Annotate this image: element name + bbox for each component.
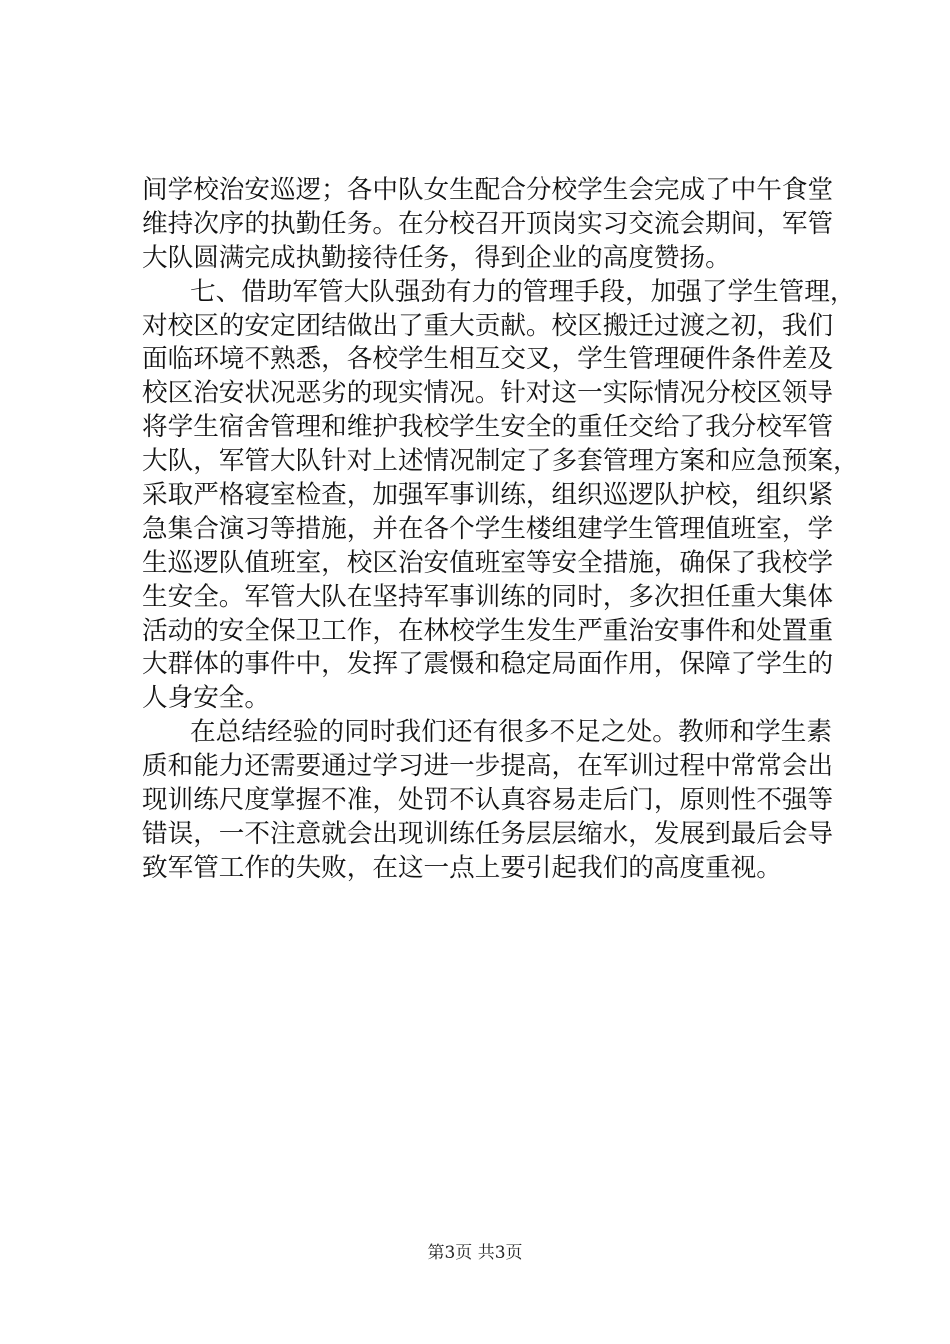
text-line: 质和能力还需要通过学习进一步提高，在军训过程中常常会出 [142,751,834,782]
text-line: 面临环境不熟悉，各校学生相互交叉，学生管理硬件条件差及 [142,344,834,375]
text-line: 间学校治安巡逻；各中队女生配合分校学生会完成了中午食堂 [142,175,834,205]
text-line: 急集合演习等措施，并在各个学生楼组建学生管理值班室，学 [142,513,834,544]
text-line: 人身安全。 [142,683,270,714]
text-line: 在总结经验的同时我们还有很多不足之处。教师和学生素 [190,717,832,748]
text-line: 对校区的安定团结做出了重大贡献。校区搬迁过渡之初，我们 [142,310,834,341]
page-number-footer: 第3页 共3页 [427,1243,523,1263]
text-line: 现训练尺度掌握不准，处罚不认真容易走后门，原则性不强等 [142,785,834,816]
text-line: 维持次序的执勤任务。在分校召开顶岗实习交流会期间，军管 [142,208,834,239]
text-line: 校区治安状况恶劣的现实情况。针对这一实际情况分校区领导 [142,378,834,409]
text-line: 大队，军管大队针对上述情况制定了多套管理方案和应急预案， [142,446,859,477]
text-line: 将学生宿舍管理和维护我校学生安全的重任交给了我分校军管 [142,412,834,443]
document-body [142,174,859,886]
paragraph-shortcomings [142,716,832,885]
text-line: 生巡逻队值班室，校区治安值班室等安全措施，确保了我校学 [142,547,834,578]
text-line: 大群体的事件中，发挥了震慑和稳定局面作用，保障了学生的 [142,649,834,680]
text-line: 错误，一不注意就会出现训练任务层层缩水，发展到最后会导 [142,818,834,849]
text-line: 采取严格寝室检查，加强军事训练，组织巡逻队护校，组织紧 [142,480,834,511]
paragraph-section-seven [142,276,859,717]
text-line: 七、借助军管大队强劲有力的管理手段，加强了学生管理， [190,276,856,307]
text-line: 活动的安全保卫工作，在林校学生发生严重治安事件和处置重 [142,615,834,646]
text-line: 致军管工作的失败，在这一点上要引起我们的高度重视。 [142,852,782,883]
paragraph-campus-patrol [142,174,832,276]
text-line: 大队圆满完成执勤接待任务，得到企业的高度赞扬。 [142,242,731,273]
text-line: 生安全。军管大队在坚持军事训练的同时，多次担任重大集体 [142,581,834,612]
